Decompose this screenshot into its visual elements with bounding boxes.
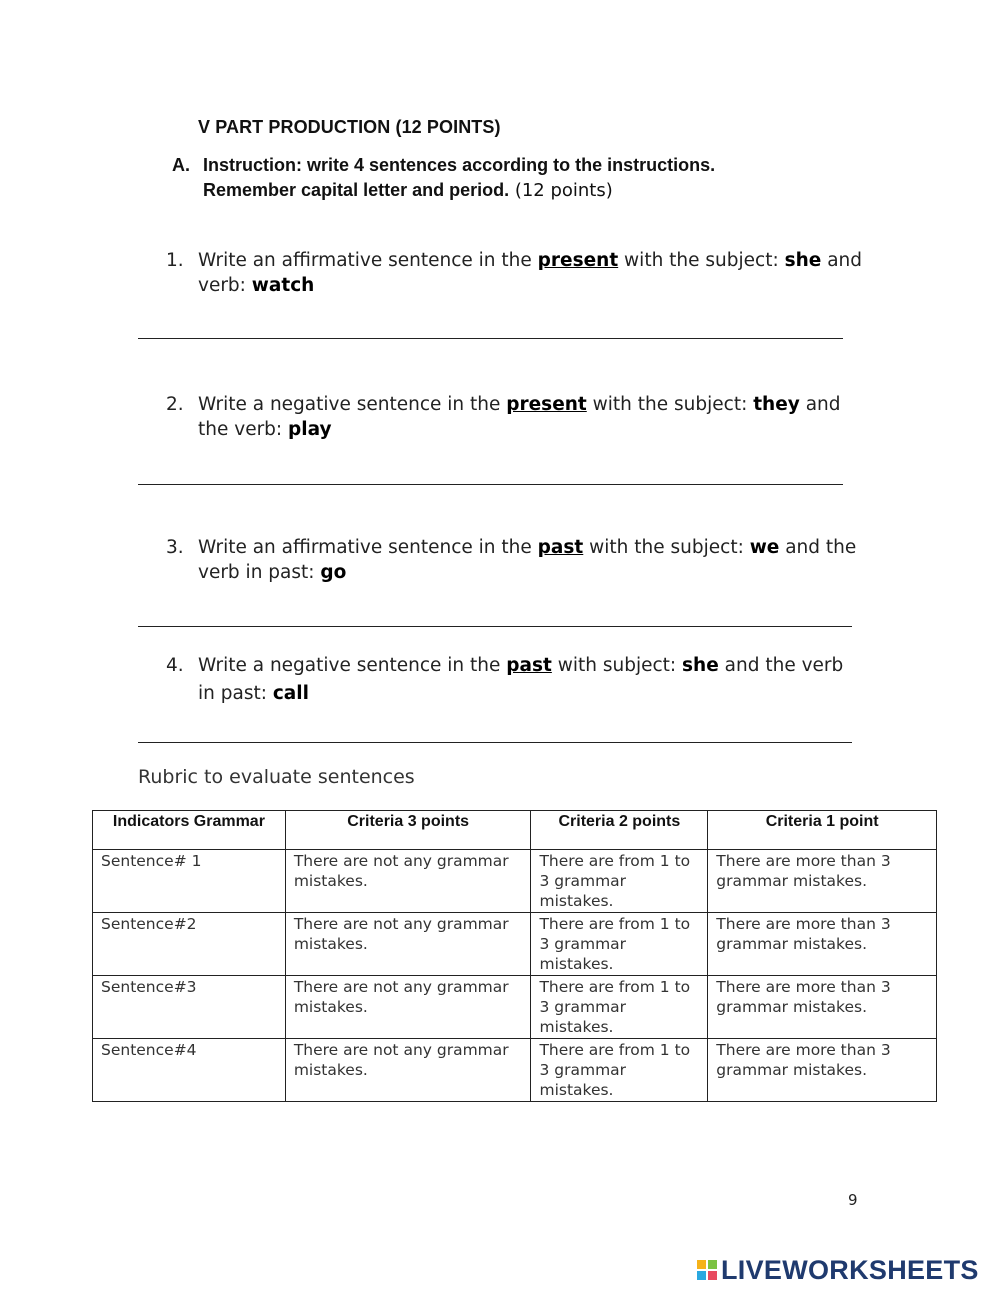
section-title: V PART PRODUCTION (12 POINTS) <box>198 117 501 137</box>
question-number: 2. <box>166 394 184 415</box>
table-cell: Sentence# 1 <box>93 850 286 913</box>
table-cell: There are more than 3 grammar mistakes. <box>708 976 937 1039</box>
table-cell: There are not any grammar mistakes. <box>285 913 531 976</box>
table-cell: There are from 1 to 3 grammar mistakes. <box>531 976 708 1039</box>
table-row <box>93 913 937 976</box>
question-text: Write an affirmative sentence in the <box>198 250 538 271</box>
logo-block <box>708 1271 717 1280</box>
table-cell: There are not any grammar mistakes. <box>285 976 531 1039</box>
question-text: with the subject: <box>618 250 785 271</box>
header-criteria-3: Criteria 3 points <box>285 811 531 850</box>
header-criteria-2: Criteria 2 points <box>531 811 708 850</box>
page-number: 9 <box>848 1191 858 1209</box>
logo-text: LIVEWORKSHEETS <box>721 1254 979 1285</box>
rubric-header-row <box>93 811 937 850</box>
question-subject: they <box>753 394 800 415</box>
table-cell: There are more than 3 grammar mistakes. <box>708 850 937 913</box>
question-text: verb: <box>198 275 252 296</box>
table-row <box>93 976 937 1039</box>
question-subject: she <box>784 250 822 271</box>
question-text: and the verb <box>718 655 844 676</box>
question-text: the verb: <box>198 419 289 440</box>
question-text: and the <box>779 537 857 558</box>
table-cell: There are more than 3 grammar mistakes. <box>708 913 937 976</box>
question-4 <box>166 652 866 708</box>
question-text: and <box>799 394 841 415</box>
question-tense: past <box>537 537 584 558</box>
logo-block <box>697 1260 706 1269</box>
question-subject: she <box>682 655 719 676</box>
question-text: with subject: <box>551 655 683 676</box>
question-tense: past <box>506 655 552 676</box>
question-number: 1. <box>166 250 184 271</box>
table-cell: Sentence#2 <box>93 913 286 976</box>
instruction-line2-bold: Remember capital letter and period. <box>203 180 510 200</box>
question-verb: watch <box>251 275 315 296</box>
question-number: 4. <box>166 655 184 676</box>
question-text: with the subject: <box>586 394 754 415</box>
question-1 <box>166 248 866 298</box>
liveworksheets-logo <box>697 1254 979 1286</box>
table-cell: Sentence#4 <box>93 1039 286 1102</box>
rubric-title: Rubric to evaluate sentences <box>138 766 415 788</box>
table-cell: There are from 1 to 3 grammar mistakes. <box>531 1039 708 1102</box>
question-text: verb in past: <box>198 562 321 583</box>
table-cell: There are not any grammar mistakes. <box>285 850 531 913</box>
instruction-block <box>172 153 715 203</box>
logo-block <box>708 1260 717 1269</box>
instruction-line2-rest: (12 points) <box>509 180 613 201</box>
table-cell: Sentence#3 <box>93 976 286 1039</box>
question-subject: we <box>749 537 780 558</box>
header-indicators: Indicators Grammar <box>93 811 286 850</box>
table-cell: There are from 1 to 3 grammar mistakes. <box>531 850 708 913</box>
question-verb: go <box>320 562 347 583</box>
question-tense: present <box>506 394 587 415</box>
instruction-line1: Instruction: write 4 sentences according to the instructions. <box>203 155 716 175</box>
question-text: in past: <box>198 683 273 704</box>
question-number: 3. <box>166 537 184 558</box>
question-tense: present <box>537 250 619 271</box>
table-cell: There are more than 3 grammar mistakes. <box>708 1039 937 1102</box>
logo-blocks-icon <box>697 1260 717 1280</box>
question-text: Write a negative sentence in the <box>198 655 507 676</box>
logo-block <box>697 1271 706 1280</box>
question-text: with the subject: <box>583 537 750 558</box>
answer-line-4[interactable] <box>138 742 852 743</box>
table-row <box>93 850 937 913</box>
answer-line-2[interactable] <box>138 484 843 485</box>
question-text: Write an affirmative sentence in the <box>198 537 538 558</box>
question-3 <box>166 535 866 585</box>
rubric-table <box>92 810 937 1102</box>
table-cell: There are from 1 to 3 grammar mistakes. <box>531 913 708 976</box>
question-text: and <box>821 250 863 271</box>
question-2 <box>166 392 866 442</box>
question-verb: play <box>288 419 332 440</box>
question-text: Write a negative sentence in the <box>198 394 507 415</box>
table-row <box>93 1039 937 1102</box>
question-verb: call <box>272 683 309 704</box>
instruction-label: A. <box>172 155 190 175</box>
answer-line-1[interactable] <box>138 338 843 339</box>
answer-line-3[interactable] <box>138 626 852 627</box>
header-criteria-1: Criteria 1 point <box>708 811 937 850</box>
table-cell: There are not any grammar mistakes. <box>285 1039 531 1102</box>
